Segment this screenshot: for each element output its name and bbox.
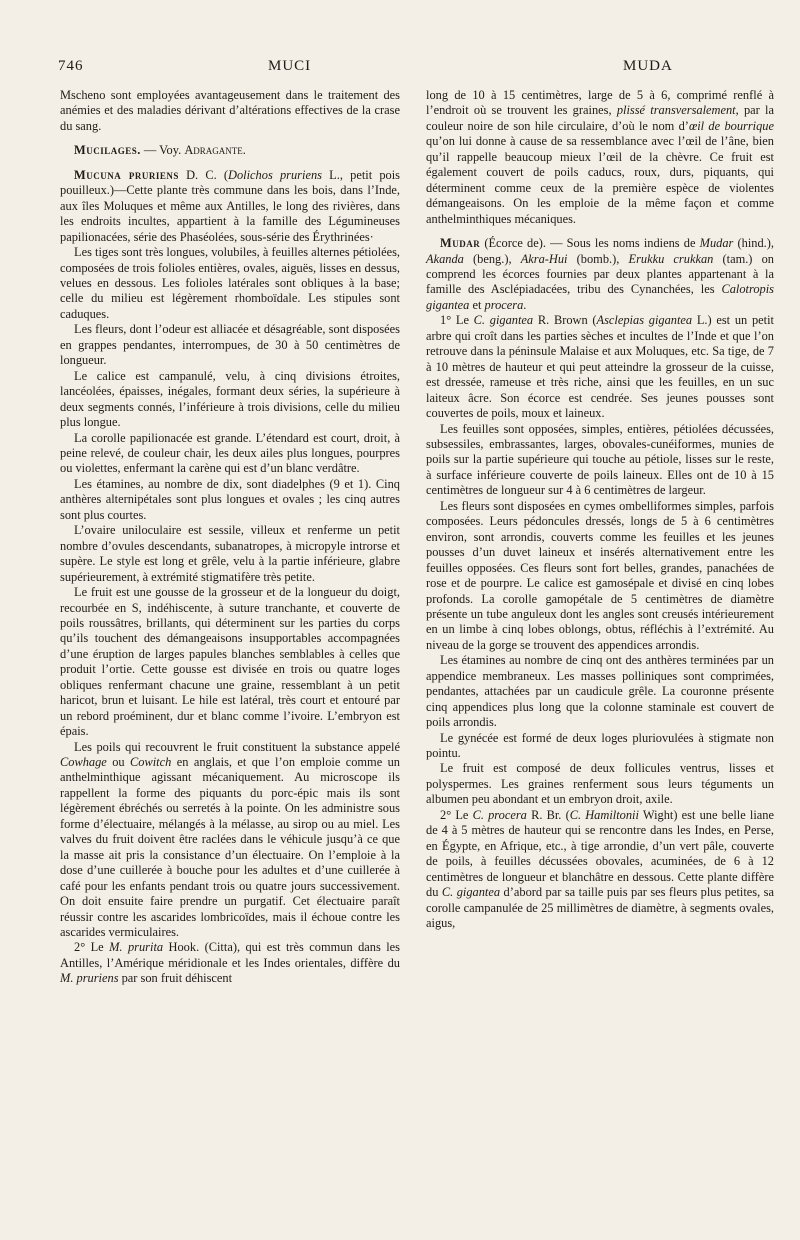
paragraph-procera: 2° Le C. procera R. Br. (C. Hamiltonii Wight) est une belle liane de 4 à 5 mètres de hauteur qui se rencontre dans les Indes, en Perse, en Égypte, en Afrique, etc., à tige arrondie, d’un vert pâle, couverte de poils, à feuilles décussées obovales, acuminées, de 6 à 12 centimètres de longueur et blanchâtre en dessous. Cette plante diffère du C. gigantea d’abord par sa taille puis par ses fleurs plus petites, sa corolle campanulée de 25 millimètres de diamètre, à segments ovales, aigus, [426,807,774,931]
left-column [60,88,400,987]
paragraph-gynecee: Le gynécée est formé de deux loges pluriovulées à stigmate non pointu. [426,730,774,761]
right-column [426,88,774,931]
paragraph-intro: Mscheno sont employées avantageusement dans le traitement des anémies et des maladies dérivant d’altérations effectives de la crase du sang. [60,88,400,133]
cross-reference: Adragante. [184,143,246,158]
left-running-head: MUCI [268,58,312,74]
paragraph-fruit: Le fruit est une gousse de la grosseur et de la longueur du doigt, recourbée en S, indéhiscente, à suture tranchante, et couverte de poils roussâtres, brillants, qui déterminent sur les parties du corps qu’ils touchent des démangeaisons insupportables accompagnées d’une éruption de larges papules blanches semblables à celles que produit l’ortie. Cette gousse est divisée en trois ou quatre loges obliques renfermant chacune une graine, ressemblant à un petit haricot, brun et luisant. Le hile est latéral, très court et entouré par un rebord proéminent, dur et blanc comme l’ivoire. L’embryon est épais. [60,585,400,739]
right-running-head: MUDA [623,58,673,74]
paragraph-etamines-mudar: Les étamines au nombre de cinq ont des anthères terminées par un appendice membraneux. Les masses polliniques sont comprimées, pendantes, attachées par un caudicule grêle. La couronne présente cinq appendices plus long que la colonne staminale est couvert de poils arrondis. [426,653,774,730]
paragraph-corolle: La corolle papilionacée est grande. L’étendard est court, droit, à peine relevé, de couleur chair, les deux ailes plus longues, pourpres ou violettes, enfermant la carène qui est d’un blanc verdâtre. [60,430,400,476]
paragraph-fleurs-mudar: Les fleurs sont disposées en cymes ombelliformes simples, parfois composées. Leurs pédoncules dressés, longs de 5 à 6 centimètres environ, sont arrondis, couverts comme les feuilles et les jeunes pousses d’un duvet laineux et insérés alternativement entre les feuilles opposées. Ces fleurs sont fort belles, grandes, panachées de rose et de pourpre. Le calice est gamosépale et divisé en cinq lobes profonds. La corolle gamopétale de 5 centimètres de diamètre présente un tube anguleux dont les angles sont creusés intérieurement en un limbe à cinq lobes oblongs, obtus, réfléchis à l’extrémité. Au niveau de la gorge se trouvent des appendices arrondis. [426,498,774,652]
paragraph-continuation: long de 10 à 15 centimètres, large de 5 à 6, comprimé renflé à l’endroit où se trouvent les graines, plissé transversalement, par la couleur noire de son hile circulaire, d’où le nom d’œil de bourrique qu’on lui donne à cause de sa ressemblance avec l’œil de l’âne, bien qu’il rappelle beaucoup mieux l’œil de la chèvre. Ce fruit est également couvert de poils caducs, roux, durs, piquants, qui déterminent comme ceux de la première espèce de violentes démangeaisons. On les emploie de la même façon et comme anthelminthiques mécaniques. [426,88,775,226]
paragraph-gigantea: 1° Le C. gigantea R. Brown (Asclepias gigantea L.) est un petit arbre qui croît dans les parties sèches et incultes de l’Inde et que l’on retrouve dans la péninsule Malaise et aux Moluques, etc. Sa tige, de 7 à 10 mètres de hauteur et qui peut atteindre la grosseur de la cuisse, est dressée, rameuse et très riche, ainsi que les feuilles, en un suc laiteux âcre. Son écorce est cendrée. Ses jeunes pousses sont couvertes de poils, moux et laineux. [426,313,774,421]
page-number: 746 [58,58,84,74]
paragraph-calice: Le calice est campanulé, velu, à cinq divisions étroites, lancéolées, épaisses, inégales, formant deux séries, la supérieure à deux segments connés, l’inférieure à trois divisions, celle du milieu plus longue. [60,368,400,430]
entry-mucilages: Mucilages. — Voy. Adragante. [74,143,246,158]
paragraph-fleurs: Les fleurs, dont l’odeur est alliacée et désagréable, sont disposées en grappes pendantes, interrompues, de 30 à 50 centimètres de longueur. [60,322,400,368]
paragraph-feuilles: Les feuilles sont opposées, simples, entières, pétiolées décussées, subsessiles, embrassantes, larges, obovales-cunéiformes, munies de poils sur la partie supérieure qui touche au pétiole, lisses sur le reste, à surface inférieure couverte de poils laineux. Elles ont de 10 à 15 centimètres de longueur sur 4 à 6 centimètres de largeur. [426,421,774,498]
entry-mucuna: Mucuna pruriens D. C. (Dolichos pruriens L., petit pois pouilleux.)—Cette plante très commune dans les bois, dans l’Inde, aux îles Moluques et même aux Antilles, le long des rivières, dans les endroits incultes, appartient à la famille des Légumineuses papilionacées, série des Phaséolées, sous-série des Érythrinées· [60,167,400,244]
paragraph-tiges: Les tiges sont très longues, volubiles, à feuilles alternes pétiolées, composées de trois folioles entières, ovales, aiguës, lisses en dessus, velues en dessous. Les folioles latérales sont obliques à la base; celle du milieu est légèrement rhomboïdale. Les stipules sont caduques. [60,245,400,321]
paragraph-prurita: 2° Le M. prurita Hook. (Citta), qui est très commun dans les Antilles, l’Amérique méridionale et les Indes orientales, diffère du M. pruriens par son fruit déhiscent [60,940,401,986]
headword-mucilages: Mucilages. [74,143,141,158]
headword-mudar: Mudar [440,236,481,251]
running-header [58,58,772,80]
headword-mucuna: Mucuna pruriens [74,167,179,182]
paragraph-ovaire: L’ovaire uniloculaire est sessile, villeux et renferme un petit nombre d’ovules descendants, subanatropes, à micropyle introrse et supère. Le style est long et grêle, velu à la partie inférieure, glabre supérieurement, à extrémité stigmatifère très petite. [60,523,400,584]
paragraph-etamines: Les étamines, au nombre de dix, sont diadelphes (9 et 1). Cinq anthères alternipétales sont plus longues et ovales ; les cinq autres sont plus courtes. [60,476,400,522]
entry-mudar: Mudar (Écorce de). — Sous les noms indiens de Mudar (hind.), Akanda (beng.), Akra-Hui (bomb.), Erukku crukkan (tam.) on comprend les écorces fournies par deux plantes appartenant à la famille des Asclépiadacées, tribu des Cynanchées, les Calotropis gigantea et procera. [426,236,774,312]
paragraph-poils: Les poils qui recouvrent le fruit constituent la substance appelé Cowhage ou Cowitch en anglais, et que l’on emploie comme un anthelminthique agissant mécaniquement. Au microscope ils rappellent la forme des piquants du porc-épic mais ils sont légèrement ébréchés ou serretés à la pointe. On les administre sous forme d’électuaire, mélangés à la mélasse, au sirop ou au miel. Les valves du fruit doivent être raclées dans le véhicule jusqu’à ce que la masse ait pris la consistance d’un électuaire. On l’emploie à la dose d’une cuillerée à bouche pour les adultes et d’une cuillerée à café pour les enfants pendant trois ou quatre jours successivement. On doit ensuite faire prendre un purgatif. Cet électuaire paraît réussir contre les ascarides lombricoïdes, mais il échoue contre les ascarides vermiculaires. [60,739,400,940]
paragraph-fruit-mudar: Le fruit est composé de deux follicules ventrus, lisses et polyspermes. Les graines renferment sous leurs téguments un albumen peu abondant et un embryon droit, axile. [426,761,774,807]
